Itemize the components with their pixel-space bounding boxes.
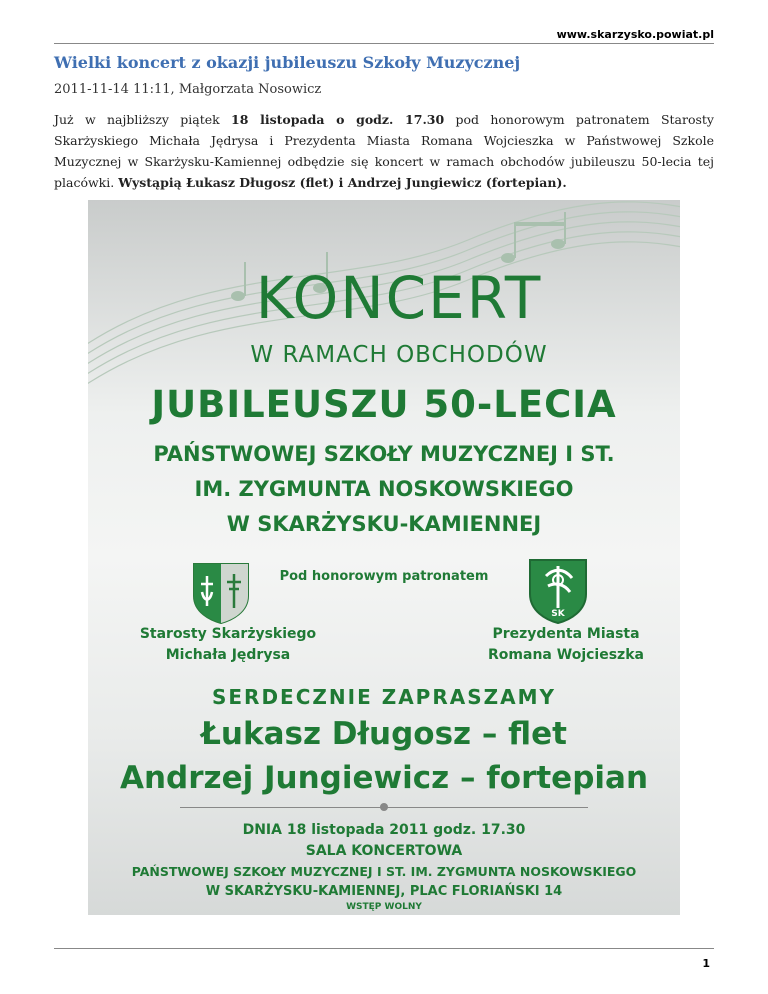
patron-left-line-2: Michała Jędrysa <box>165 647 291 663</box>
article-body <box>54 109 714 193</box>
article-title: Wielki koncert z okazji jubileuszu Szkoły Muzycznej <box>54 53 521 72</box>
patron-right-line-2: Romana Wojcieszka <box>488 647 644 663</box>
poster-koncert: KONCERT <box>255 264 543 332</box>
poster-invite: SERDECZNIE ZAPRASZAMY <box>211 685 556 709</box>
poster-date-line: DNIA 18 listopada 2011 godz. 17.30 <box>242 822 526 838</box>
patron-left-line-1: Starosty Skarżyskiego <box>139 626 317 642</box>
city-crest-icon <box>528 558 588 624</box>
poster-free-entry: WSTĘP WOLNY <box>346 902 422 912</box>
page-number: 1 <box>702 957 710 970</box>
poster-school-line-1: PAŃSTWOWEJ SZKOŁY MUZYCZNEJ I ST. <box>153 442 615 466</box>
body-performers-bold: Wystąpią Łukasz Długosz (flet) i Andrzej Jungiewicz (fortepian). <box>118 175 567 190</box>
concert-poster <box>88 200 680 915</box>
footer-divider <box>54 948 714 949</box>
powiat-crest-icon <box>192 562 250 624</box>
poster-performer-2: Andrzej Jungiewicz – fortepian <box>119 760 649 796</box>
poster-venue-2: PAŃSTWOWEJ SZKOŁY MUZYCZNEJ I ST. IM. ZYGMUNTA NOSKOWSKIEGO <box>131 864 637 879</box>
patron-right-line-1: Prezydenta Miasta <box>492 626 640 642</box>
header-divider <box>54 43 714 44</box>
city-crest-label: SK <box>551 609 565 619</box>
site-url: www.skarzysko.powiat.pl <box>556 28 714 41</box>
poster-w-ramach: W RAMACH OBCHODÓW <box>250 342 548 368</box>
poster-venue-3: W SKARŻYSKU-KAMIENNEJ, PLAC FLORIAŃSKI 14 <box>205 884 563 899</box>
article-meta: 2011-11-14 11:11, Małgorzata Nosowicz <box>54 82 322 97</box>
body-date-bold: 18 listopada o godz. 17.30 <box>231 112 445 127</box>
poster-performer-1: Łukasz Długosz – flet <box>201 716 567 752</box>
poster-school-line-2: IM. ZYGMUNTA NOSKOWSKIEGO <box>194 477 574 501</box>
body-text-1: Już w najbliższy piątek <box>54 112 232 127</box>
poster-jubileuszu: JUBILEUSZU 50-LECIA <box>151 383 617 426</box>
poster-venue-1: SALA KONCERTOWA <box>305 843 463 859</box>
poster-divider-dot <box>380 803 388 811</box>
body-text-2: pod honorowym patronatem Starosty Skarżyskiego Michała Jędrysa i Prezydenta Miasta Romana Wojcieszka w Państwowej Szkole Muzycznej w Skarżysku-Kamiennej odbędzie się koncert w ramach obchodów jubileuszu 50-lecia tej placówki. <box>54 112 714 190</box>
patronage-label: Pod honorowym patronatem <box>279 569 489 584</box>
poster-school-line-3: W SKARŻYSKU-KAMIENNEJ <box>226 512 542 536</box>
